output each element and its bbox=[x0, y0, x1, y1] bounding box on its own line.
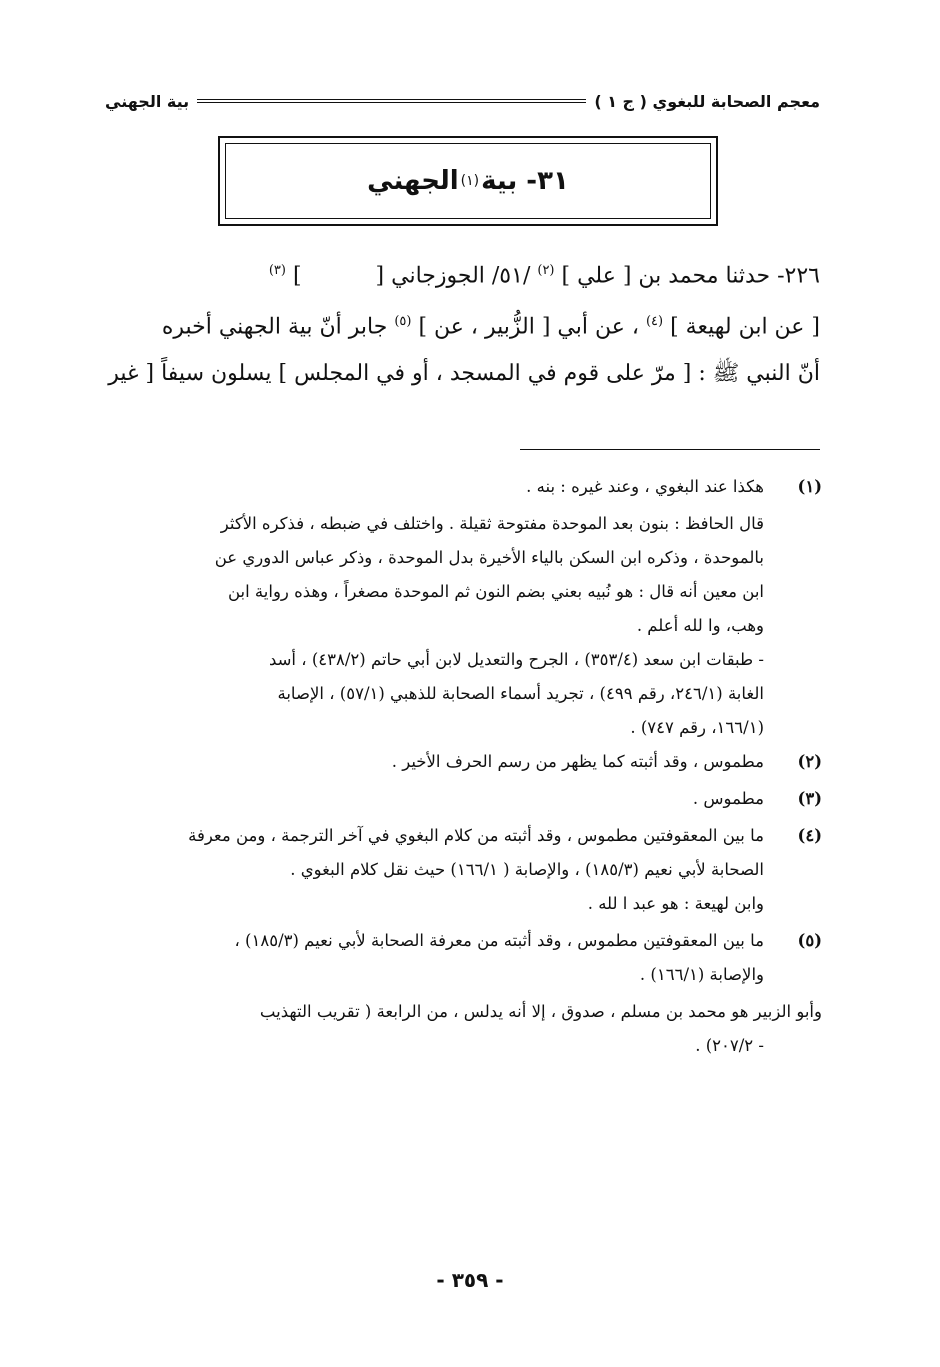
footnote-2 bbox=[100, 745, 822, 779]
footnote-line: الصحابة لأبي نعيم (١٨٥/٣) ، والإصابة ( ١٦٦/١) حيث نقل كلام البغوي . bbox=[290, 860, 764, 879]
entry-title-suffix: الجهني bbox=[367, 166, 459, 196]
header-entry-name: بية الجهني bbox=[105, 91, 190, 111]
footnote-1-sources bbox=[100, 643, 764, 745]
footnote-line: مطموس . bbox=[692, 789, 764, 808]
footnote-separator bbox=[520, 449, 820, 450]
footnote-line: والإصابة (١٦٦/١) . bbox=[639, 965, 764, 984]
footnote-line: وأبو الزبير هو محمد بن مسلم ، صدوق ، إلا أنه يدلس ، من الرابعة ( تقريب التهذيب bbox=[259, 1002, 822, 1021]
footnote-line: (١٦٦/١، رقم ٧٤٧) . bbox=[630, 718, 764, 737]
footnote-line: ما بين المعقوفتين مطموس ، وقد أثبته من معرفة الصحابة لأبي نعيم (١٨٥/٣) ، bbox=[234, 931, 764, 950]
footnote-ref-3: (٣) bbox=[268, 263, 286, 278]
footnote-ref-4: (٤) bbox=[645, 314, 664, 330]
footnote-3 bbox=[100, 782, 822, 816]
footnote-ref-2: (٢) bbox=[537, 263, 555, 278]
hadith-line-1-part-b: /٥١/ الجوزجاني [ bbox=[375, 263, 531, 289]
footnote-line: وابن لهيعة : هو عبد ا لله . bbox=[587, 894, 764, 913]
header-book-title: معجم الصحابة للبغوي ( ج ١ ) bbox=[594, 91, 820, 111]
footnote-1 bbox=[100, 470, 822, 504]
footnote-line: - طبقات ابن سعد (٣٥٣/٤) ، الجرح والتعديل لابن أبي حاتم (٤٣٨/٢) ، أسد bbox=[268, 650, 764, 669]
footnote-number: (١) bbox=[797, 477, 822, 496]
footnote-1-commentary bbox=[100, 507, 764, 643]
footnote-line: قال الحافظ : بنون بعد الموحدة مفتوحة ثقيلة . واختلف في ضبطه ، فذكره الأكثر bbox=[220, 514, 764, 533]
hadith-line-2-part-c: جابر أنّ بية الجهني أخبره bbox=[161, 314, 388, 340]
footnote-line: مطموس ، وقد أثبته كما يظهر من رسم الحرف الأخير . bbox=[391, 752, 764, 771]
footnote-number: (٥) bbox=[797, 931, 822, 950]
footnote-line: - ٢٠٧/٢) . bbox=[695, 1036, 764, 1055]
entry-title-prefix: ٣١- بية bbox=[481, 166, 569, 196]
running-header bbox=[105, 88, 820, 114]
hadith-line-2-part-b: ، عن أبي [ الزُّبير ، عن ] bbox=[418, 314, 639, 340]
hadith-line-2-part-a: [ عن ابن لهيعة ] bbox=[670, 314, 820, 340]
hadith-line-1-part-c: ] bbox=[292, 263, 302, 289]
entry-title-footnote-ref: (١) bbox=[460, 173, 480, 189]
footnote-line: هكذا عند البغوي ، وعند غيره : بنه . bbox=[526, 477, 764, 496]
hadith-line-2 bbox=[108, 299, 820, 350]
footnote-line: بالموحدة ، وذكره ابن السكن بالياء الأخيرة بدل الموحدة ، وذكر عباس الدوري عن bbox=[214, 548, 764, 567]
footnotes bbox=[100, 470, 822, 1063]
footnote-5 bbox=[100, 924, 822, 992]
footnote-number: (٣) bbox=[797, 789, 822, 808]
header-rule bbox=[197, 99, 586, 103]
footnote-line: الغابة (٢٤٦/١، رقم ٤٩٩) ، تجريد أسماء الصحابة للذهبي (٥٧/١) ، الإصابة bbox=[277, 684, 764, 703]
hadith-line-1 bbox=[108, 248, 820, 299]
footnote-number: (٢) bbox=[797, 752, 822, 771]
footnote-ref-5: (٥) bbox=[394, 314, 412, 330]
entry-title bbox=[225, 143, 711, 219]
hadith-line-1-part-a: ٢٢٦- حدثنا محمد بن [ علي ] bbox=[561, 263, 820, 289]
page-number: - ٣٥٩ - bbox=[436, 1268, 504, 1292]
footnote-4 bbox=[100, 819, 822, 921]
hadith-line-3: أنّ النبي ﷺ : [ مرّ على قوم في المسجد ، أو في المجلس ] يسلون سيفاً [ غير bbox=[108, 360, 820, 386]
footnote-number: (٤) bbox=[797, 826, 822, 845]
footnote-line: وهب، وا لله أعلم . bbox=[636, 616, 764, 635]
footnote-line: ابن معين أنه قال : هو نُبيه بعني بضم النون ثم الموحدة مصغراً ، وهذه رواية ابن bbox=[227, 582, 764, 601]
entry-title-box bbox=[218, 136, 718, 226]
footnote-line: ما بين المعقوفتين مطموس ، وقد أثبته من كلام البغوي في آخر الترجمة ، ومن معرفة bbox=[188, 826, 764, 845]
hadith-text bbox=[108, 248, 820, 397]
footnote-5-commentary bbox=[100, 995, 822, 1063]
